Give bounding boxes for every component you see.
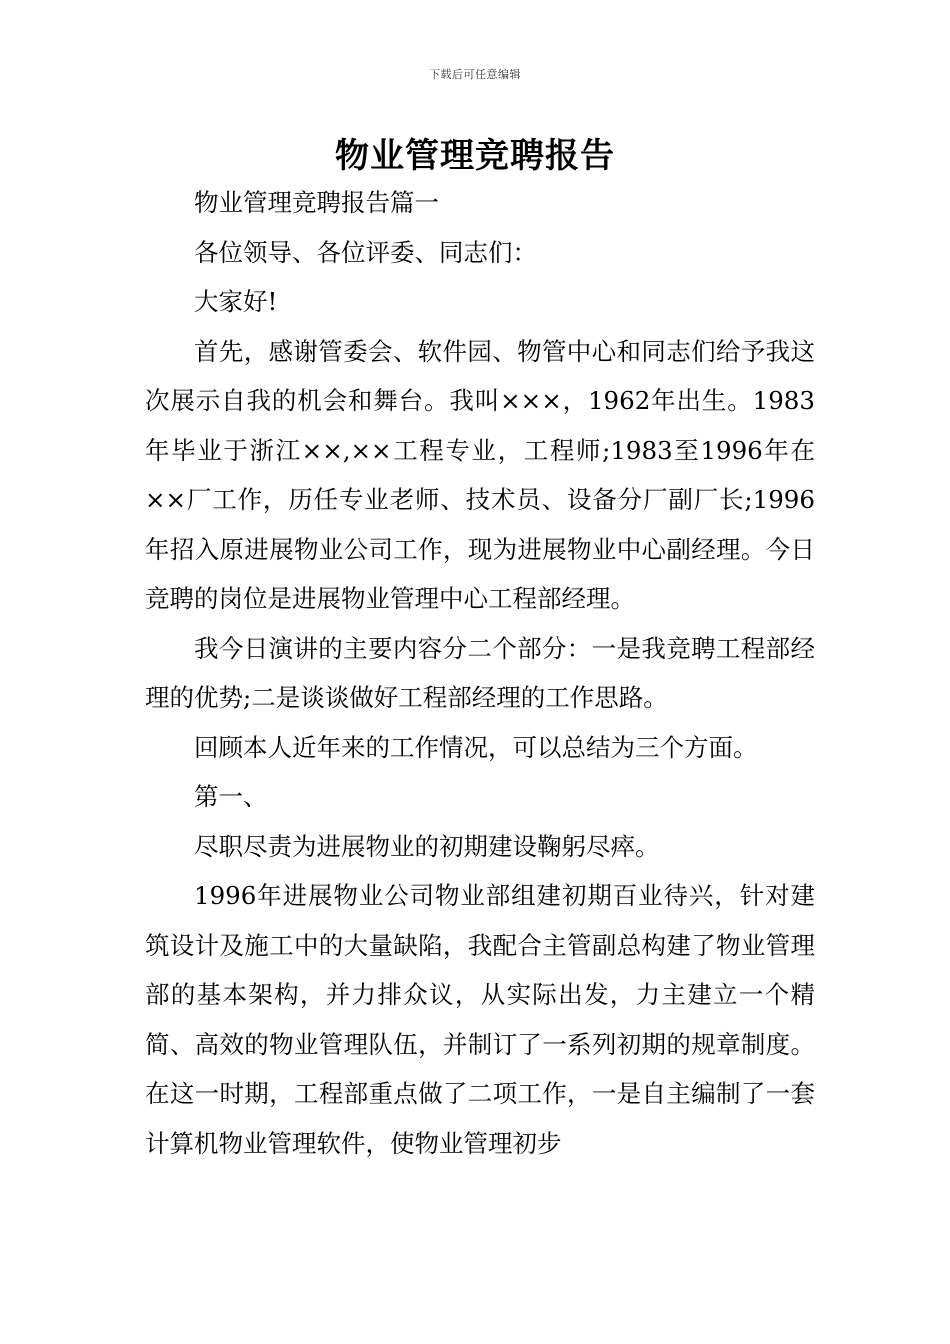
paragraph-review: 回顾本人近年来的工作情况，可以总结为三个方面。 (194, 732, 758, 762)
document-body (145, 178, 815, 1168)
paragraph-section-subtitle: 尽职尽责为进展物业的初期建设鞠躬尽瘁。 (194, 831, 660, 861)
paragraph-greeting: 大家好! (194, 287, 278, 316)
document-title: 物业管理竞聘报告 (335, 136, 615, 176)
paragraph-section-heading: 第一、 (194, 782, 268, 811)
paragraph-outline: 我今日演讲的主要内容分二个部分：一是我竞聘工程部经理的优势;二是谈谈做好工程部经理的工作思路。 (145, 633, 815, 712)
header-note: 下载后可任意编辑 (429, 68, 521, 81)
paragraph-section-body: 1996年进展物业公司物业部组建初期百业待兴，针对建筑设计及施工中的大量缺陷，我配合主管副总构建了物业管理部的基本架构，并力排众议，从实际出发，力主建立一个精简、高效的物业管理队伍，并制订了一系列初期的规章制度。在这一时期，工程部重点做了二项工作，一是自主编制了一套计算机物业管理软件，使物业管理初步 (145, 881, 815, 1158)
paragraph-subtitle: 物业管理竞聘报告篇一 (194, 188, 439, 217)
paragraph-introduction: 首先，感谢管委会、软件园、物管中心和同志们给予我这次展示自我的机会和舞台。我叫×××，1962年出生。1983年毕业于浙江××,××工程专业，工程师;1983至1996年在××厂工作，历任专业老师、技术员、设备分厂副厂长;1996年招入原进展物业公司工作，现为进展物业中心副经理。今日竞聘的岗位是进展物业管理中心工程部经理。 (145, 336, 815, 613)
paragraph-salutation: 各位领导、各位评委、同志们： (194, 237, 537, 267)
